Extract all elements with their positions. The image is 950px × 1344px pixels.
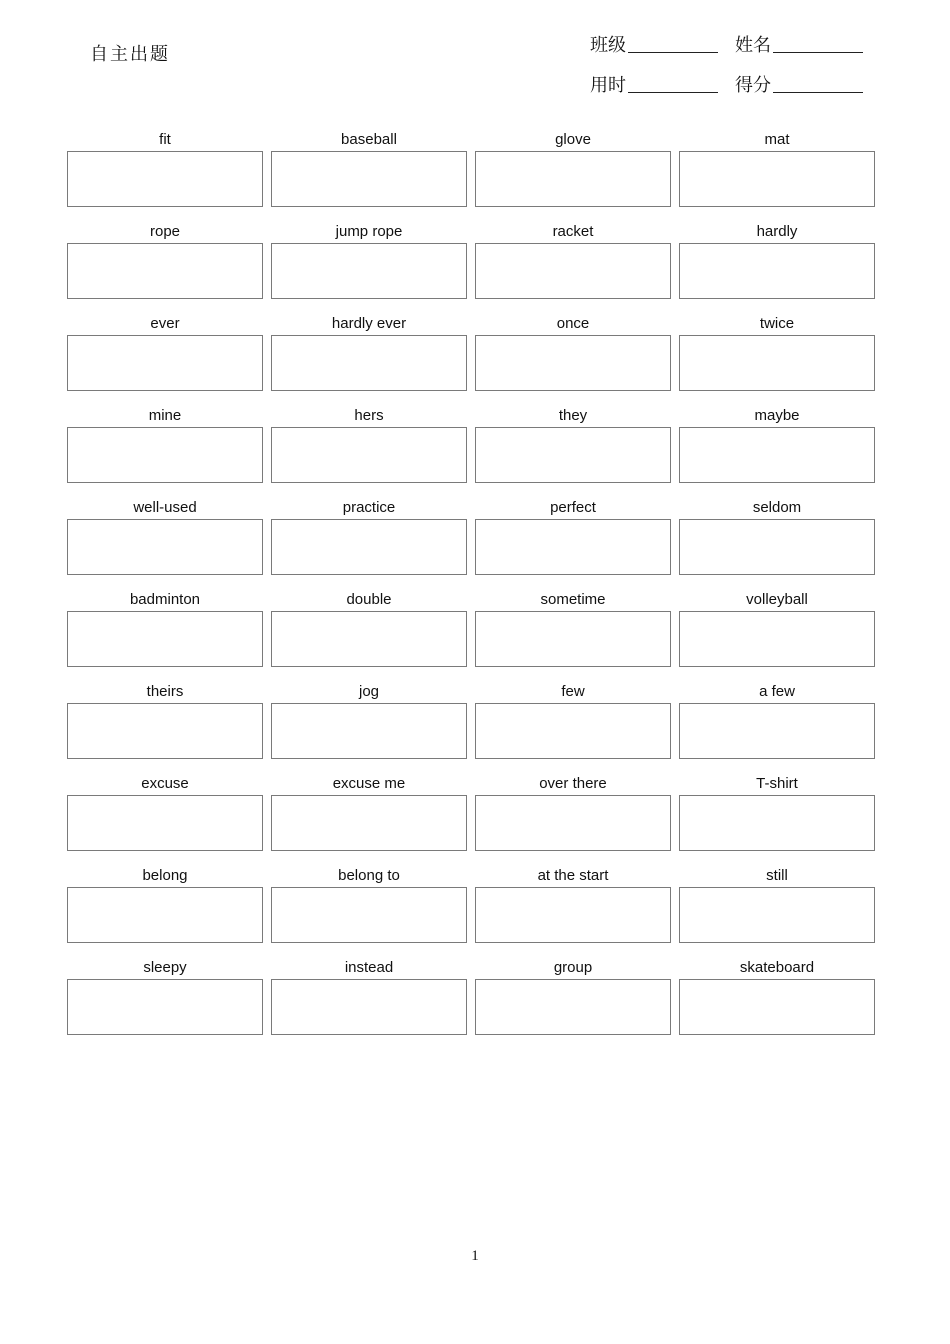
answer-box[interactable] [271,703,467,759]
word-label: hardly ever [331,315,407,332]
worksheet-title: 自主出题 [90,44,170,65]
word-label: double [346,591,392,608]
word-cell [475,956,671,1035]
answer-box[interactable] [271,887,467,943]
class-blank[interactable] [628,36,718,53]
word-cell [67,680,263,759]
word-cell [67,588,263,667]
student-info [590,24,880,104]
time-field [590,71,735,97]
answer-box[interactable] [67,335,263,391]
word-label: at the start [537,867,609,884]
answer-box[interactable] [679,335,875,391]
answer-box[interactable] [271,243,467,299]
word-label: practice [342,499,396,516]
answer-box[interactable] [271,519,467,575]
word-label: rope [149,223,181,240]
answer-box[interactable] [475,979,671,1035]
word-cell [475,864,671,943]
word-cell [67,496,263,575]
word-cell [271,588,467,667]
word-cell [475,588,671,667]
word-cell [271,772,467,851]
word-label: group [553,959,593,976]
word-label: excuse me [332,775,406,792]
name-blank[interactable] [773,36,863,53]
word-label: a few [759,683,795,700]
answer-box[interactable] [67,427,263,483]
answer-box[interactable] [271,979,467,1035]
word-label: jog [358,683,380,700]
word-cell [679,496,875,575]
word-cell [475,404,671,483]
word-label: sleepy [143,959,187,976]
word-label: skateboard [739,959,815,976]
answer-box[interactable] [67,519,263,575]
answer-box[interactable] [679,151,875,207]
word-label: still [766,867,788,884]
word-label: sometime [540,591,606,608]
answer-box[interactable] [475,611,671,667]
class-label: 班级 [590,35,626,56]
word-cell [679,312,875,391]
word-cell [67,864,263,943]
word-cell [475,496,671,575]
answer-box[interactable] [475,887,671,943]
word-label: jump rope [335,223,403,240]
answer-box[interactable] [67,795,263,851]
word-label: once [556,315,590,332]
answer-box[interactable] [271,335,467,391]
word-cell [679,956,875,1035]
word-cell [475,220,671,299]
word-label: mine [148,407,182,424]
word-cell [67,128,263,207]
word-label: ever [150,315,180,332]
word-cell [679,128,875,207]
word-label: racket [552,223,594,240]
word-cell [475,680,671,759]
page-number: 1 [471,1248,479,1264]
answer-box[interactable] [271,151,467,207]
word-cell [679,588,875,667]
word-label: volleyball [746,591,808,608]
answer-box[interactable] [679,795,875,851]
word-cell [271,956,467,1035]
word-cell [271,680,467,759]
answer-box[interactable] [475,795,671,851]
word-label: they [558,407,588,424]
word-grid [67,128,875,1035]
word-label: hardly [756,223,798,240]
answer-box[interactable] [679,519,875,575]
answer-box[interactable] [475,703,671,759]
word-label: twice [759,315,795,332]
answer-box[interactable] [679,611,875,667]
word-cell [475,128,671,207]
word-label: baseball [341,131,397,148]
word-label: over there [539,775,607,792]
word-cell [679,680,875,759]
word-cell [271,404,467,483]
word-label: instead [344,959,394,976]
answer-box[interactable] [67,887,263,943]
answer-box[interactable] [271,427,467,483]
word-label: perfect [550,499,596,516]
word-cell [679,772,875,851]
answer-box[interactable] [67,703,263,759]
word-cell [271,128,467,207]
word-cell [271,864,467,943]
answer-box[interactable] [67,151,263,207]
word-label: seldom [752,499,802,516]
word-label: hers [354,407,384,424]
word-label: fit [159,131,171,148]
word-label: theirs [146,683,184,700]
word-label: excuse [141,775,189,792]
answer-box[interactable] [271,795,467,851]
word-cell [679,220,875,299]
answer-box[interactable] [679,243,875,299]
word-cell [475,312,671,391]
info-row-1 [590,24,880,64]
name-label: 姓名 [735,35,771,56]
word-cell [271,312,467,391]
word-label: belong to [338,867,400,884]
name-field [735,31,880,57]
answer-box[interactable] [475,243,671,299]
word-label: few [561,683,585,700]
answer-box[interactable] [679,703,875,759]
word-label: mat [764,131,790,148]
answer-box[interactable] [271,611,467,667]
class-field [590,31,735,57]
word-cell [67,404,263,483]
answer-box[interactable] [679,887,875,943]
word-cell [271,496,467,575]
word-cell [475,772,671,851]
word-cell [679,864,875,943]
answer-box[interactable] [67,611,263,667]
word-label: T-shirt [756,775,798,792]
score-field [735,71,880,97]
answer-box[interactable] [475,151,671,207]
score-blank[interactable] [773,76,863,93]
answer-box[interactable] [475,335,671,391]
time-blank[interactable] [628,76,718,93]
word-cell [67,220,263,299]
word-label: badminton [129,591,201,608]
answer-box[interactable] [679,427,875,483]
word-label: maybe [754,407,800,424]
word-cell [67,312,263,391]
word-label: glove [555,131,591,148]
answer-box[interactable] [475,519,671,575]
answer-box[interactable] [679,979,875,1035]
info-row-2 [590,64,880,104]
time-label: 用时 [590,75,626,96]
answer-box[interactable] [67,979,263,1035]
word-label: belong [142,867,188,884]
answer-box[interactable] [67,243,263,299]
word-cell [271,220,467,299]
word-cell [67,772,263,851]
word-cell [679,404,875,483]
word-label: well-used [133,499,197,516]
word-cell [67,956,263,1035]
score-label: 得分 [735,75,771,96]
answer-box[interactable] [475,427,671,483]
